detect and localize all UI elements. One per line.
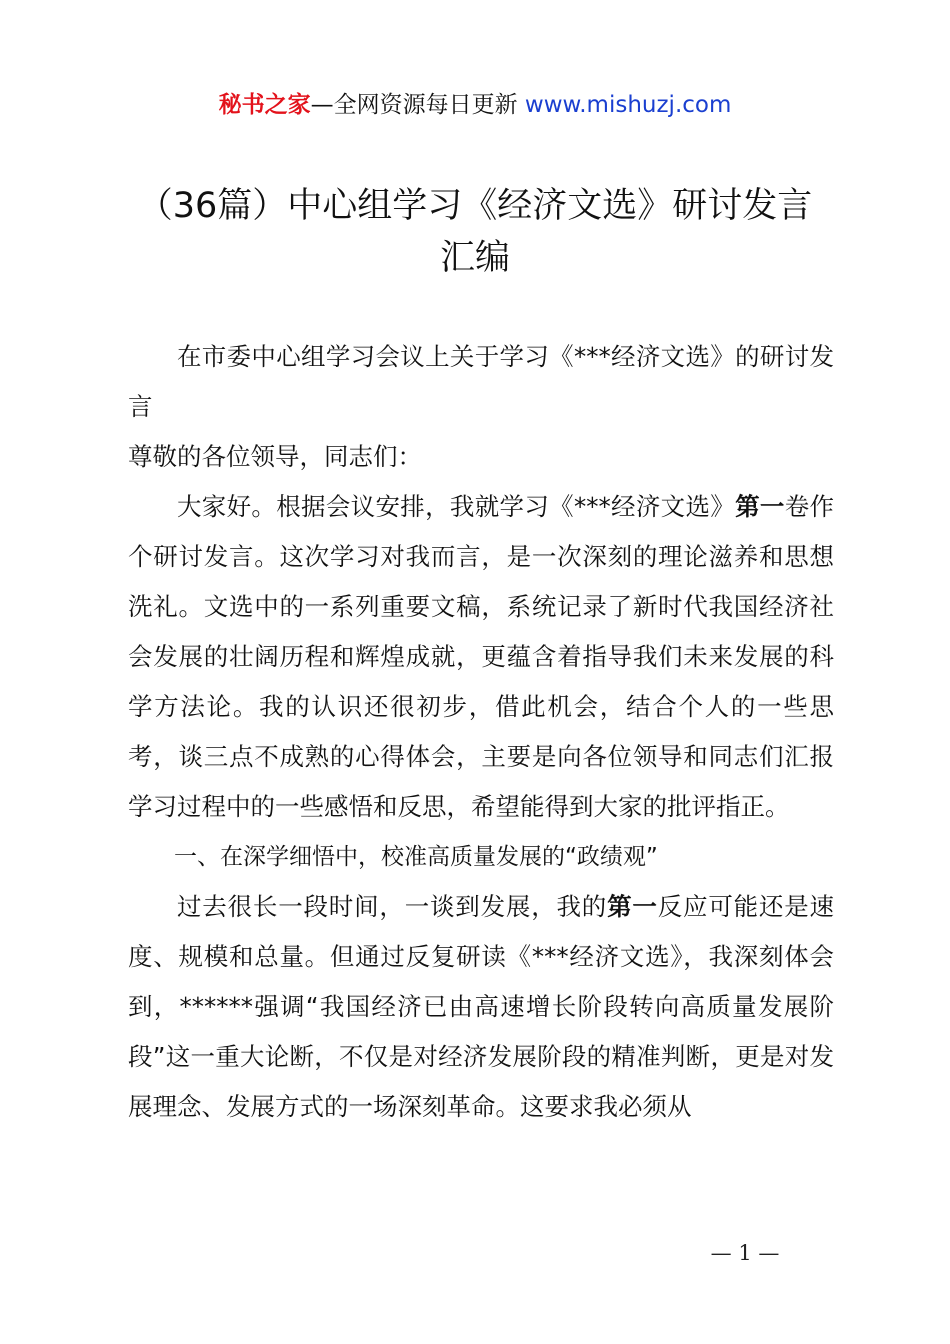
document-title [100,180,850,284]
paragraph-section-1-text-a: 过去很长一段时间，一谈到发展，我的 [177,892,608,921]
section-heading-1: 一、在深学细悟中，校准高质量发展的“政绩观” [174,844,658,870]
speech-subtitle: 在市委中心组学习会议上关于学习《***经济文选》的研讨发言 [128,342,834,421]
paragraph-section-1-bold: 第一 [607,892,658,921]
page-number: — 1 — [710,1241,780,1265]
salutation: 尊敬的各位领导，同志们： [128,442,422,471]
paragraph-section-1 [128,882,834,1132]
paragraph-section-1-text-b: 反应可能还是速度、规模和总量。但通过反复研读《***经济文选》，我深刻体会到，******强调“我国经济已由高速增长阶段转向高质量发展阶段”这一重大论断，不仅是对经济发展阶段的精准判断，更是对发展理念、发展方式的一场深刻革命。这要求我必须从 [128,892,835,1121]
paragraph-intro [128,482,834,832]
site-url-link[interactable]: www.mishuzj.com [524,92,732,118]
title-line-1: （36篇）中心组学习《经济文选》研讨发言 [137,186,813,226]
paragraph-intro-text-a: 大家好。根据会议安排，我就学习《***经济文选》 [177,492,736,521]
paragraph-intro-bold: 第一 [735,492,785,521]
brand-name: 秘书之家 [218,92,311,118]
header-tagline: —全网资源每日更新 [310,92,525,118]
paragraph-intro-text-b: 卷作个研讨发言。这次学习对我而言，是一次深刻的理论滋养和思想洗礼。文选中的一系列重要文稿，系统记录了新时代我国经济社会发展的壮阔历程和辉煌成就，更蕴含着指导我们未来发展的科学方法论。我的认识还很初步，借此机会，结合个人的一些思考，谈三点不成熟的心得体会，主要是向各位领导和同志们汇报学习过程中的一些感悟和反思，希望能得到大家的批评指正。 [128,492,835,821]
site-header [0,88,950,122]
document-body [128,332,834,1132]
title-line-2: 汇编 [439,238,510,278]
